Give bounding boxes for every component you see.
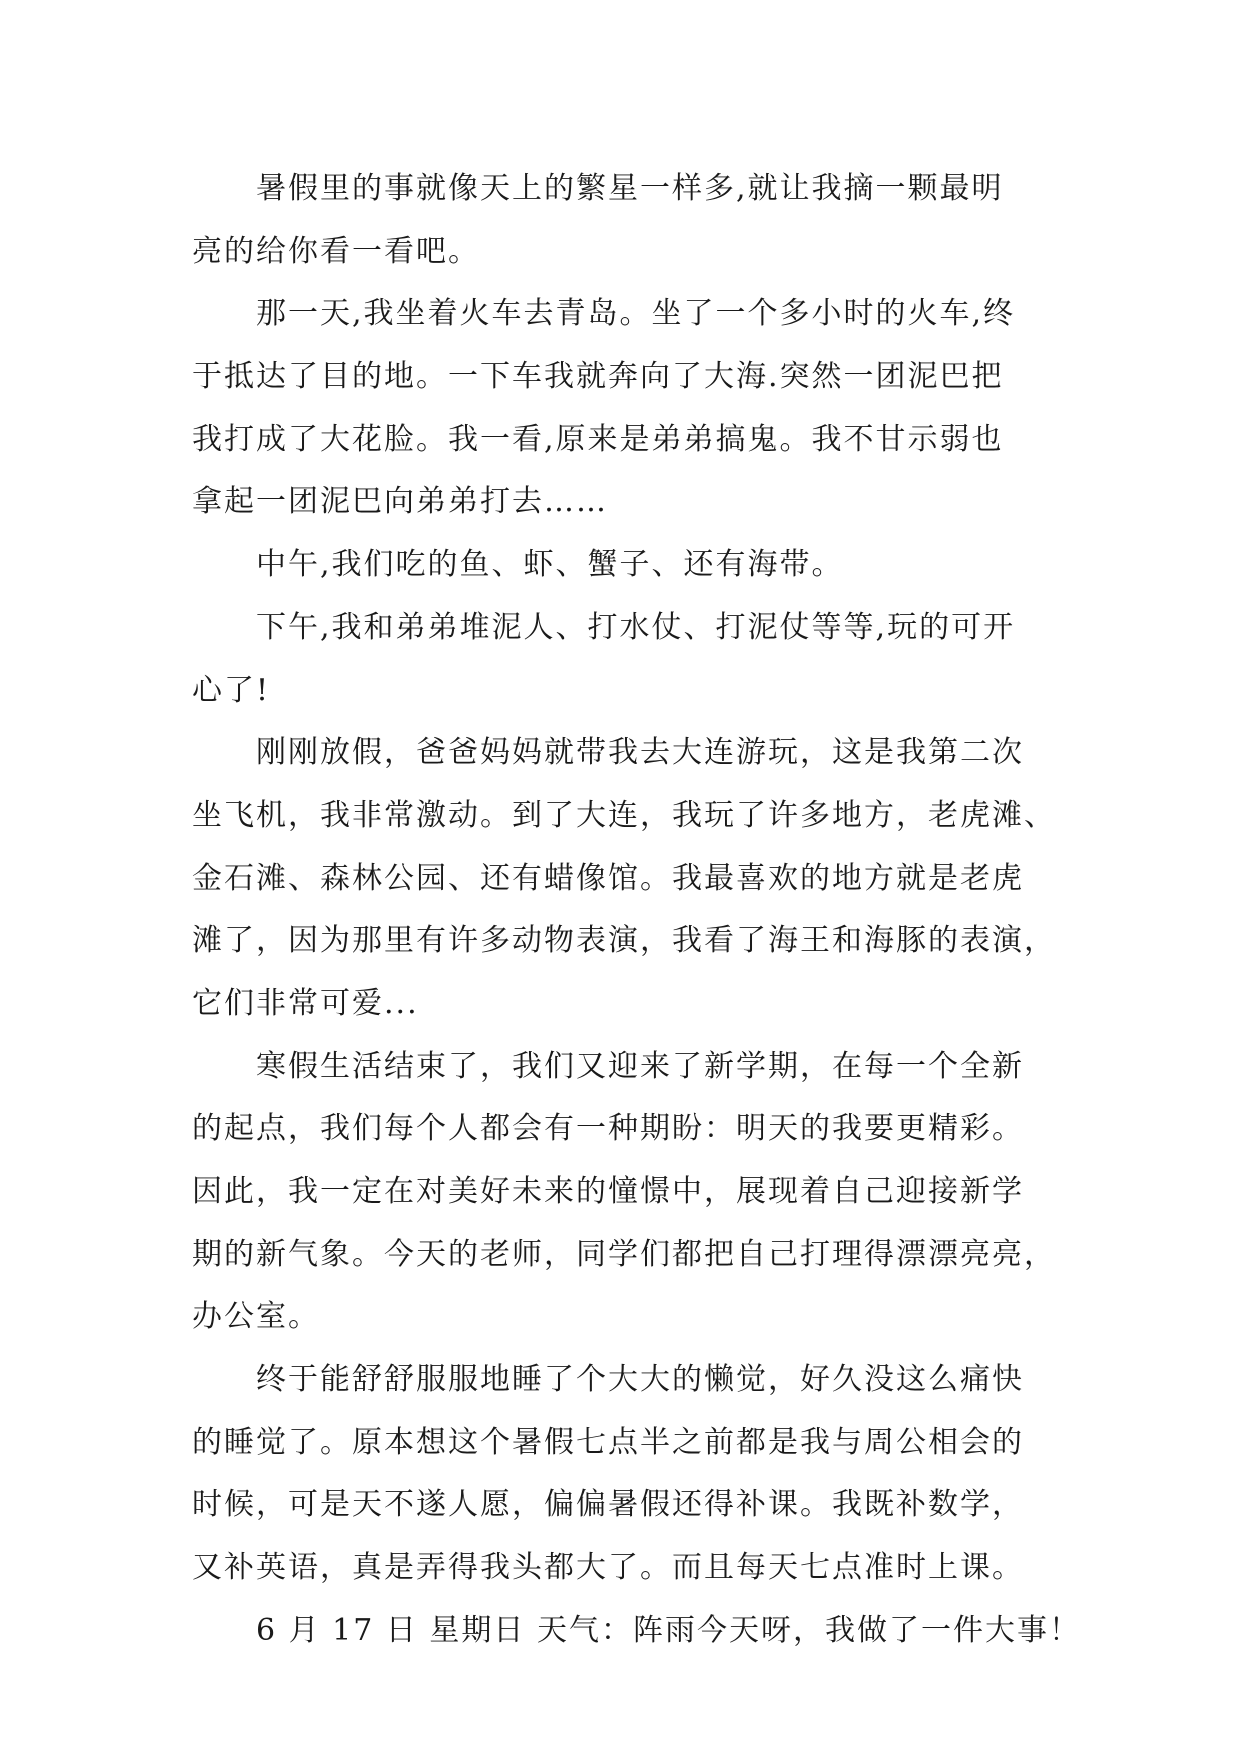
text-line: 亮的给你看一看吧。 — [192, 233, 480, 269]
text-line: 于抵达了目的地。一下车我就奔向了大海.突然一团泥巴把 — [192, 359, 1004, 395]
text-line: 心了! — [192, 672, 271, 708]
text-line: 6 月 17 日 星期日 天气：阵雨今天呀，我做了一件大事！ — [256, 1612, 1081, 1648]
text-line: 金石滩、森林公园、还有蜡像馆。我最喜欢的地方就是老虎 — [192, 860, 1024, 896]
text-line: 坐飞机，我非常激动。到了大连，我玩了许多地方，老虎滩、 — [192, 797, 1056, 833]
text-line: 终于能舒舒服服地睡了个大大的懒觉，好久没这么痛快 — [256, 1362, 1024, 1398]
text-line: 又补英语，真是弄得我头都大了。而且每天七点准时上课。 — [192, 1550, 1024, 1586]
text-line: 下午,我和弟弟堆泥人、打水仗、打泥仗等等,玩的可开 — [256, 609, 1016, 645]
text-line: 办公室。 — [192, 1299, 320, 1335]
text-line: 寒假生活结束了，我们又迎来了新学期，在每一个全新 — [256, 1048, 1024, 1084]
text-line: 那一天,我坐着火车去青岛。坐了一个多小时的火车,终 — [256, 296, 1016, 332]
text-line: 的睡觉了。原本想这个暑假七点半之前都是我与周公相会的 — [192, 1424, 1024, 1460]
text-line: 它们非常可爱... — [192, 985, 419, 1021]
text-line: 滩了，因为那里有许多动物表演，我看了海王和海豚的表演， — [192, 923, 1056, 959]
text-line: 的起点，我们每个人都会有一种期盼：明天的我要更精彩。 — [192, 1111, 1024, 1147]
text-line: 期的新气象。今天的老师，同学们都把自己打理得漂漂亮亮， — [192, 1236, 1056, 1272]
document-body — [192, 158, 1081, 1663]
text-line: 暑假里的事就像天上的繁星一样多,就让我摘一颗最明 — [256, 171, 1004, 206]
text-line: 我打成了大花脸。我一看,原来是弟弟搞鬼。我不甘示弱也 — [192, 421, 1004, 457]
text-line: 中午,我们吃的鱼、虾、蟹子、还有海带。 — [256, 547, 844, 583]
text-line: 拿起一团泥巴向弟弟打去…… — [192, 484, 608, 520]
text-line: 因此，我一定在对美好未来的憧憬中，展现着自己迎接新学 — [192, 1174, 1024, 1209]
text-line: 时候，可是天不遂人愿，偏偏暑假还得补课。我既补数学， — [192, 1487, 1024, 1523]
text-line: 刚刚放假，爸爸妈妈就带我去大连游玩，这是我第二次 — [256, 735, 1024, 771]
